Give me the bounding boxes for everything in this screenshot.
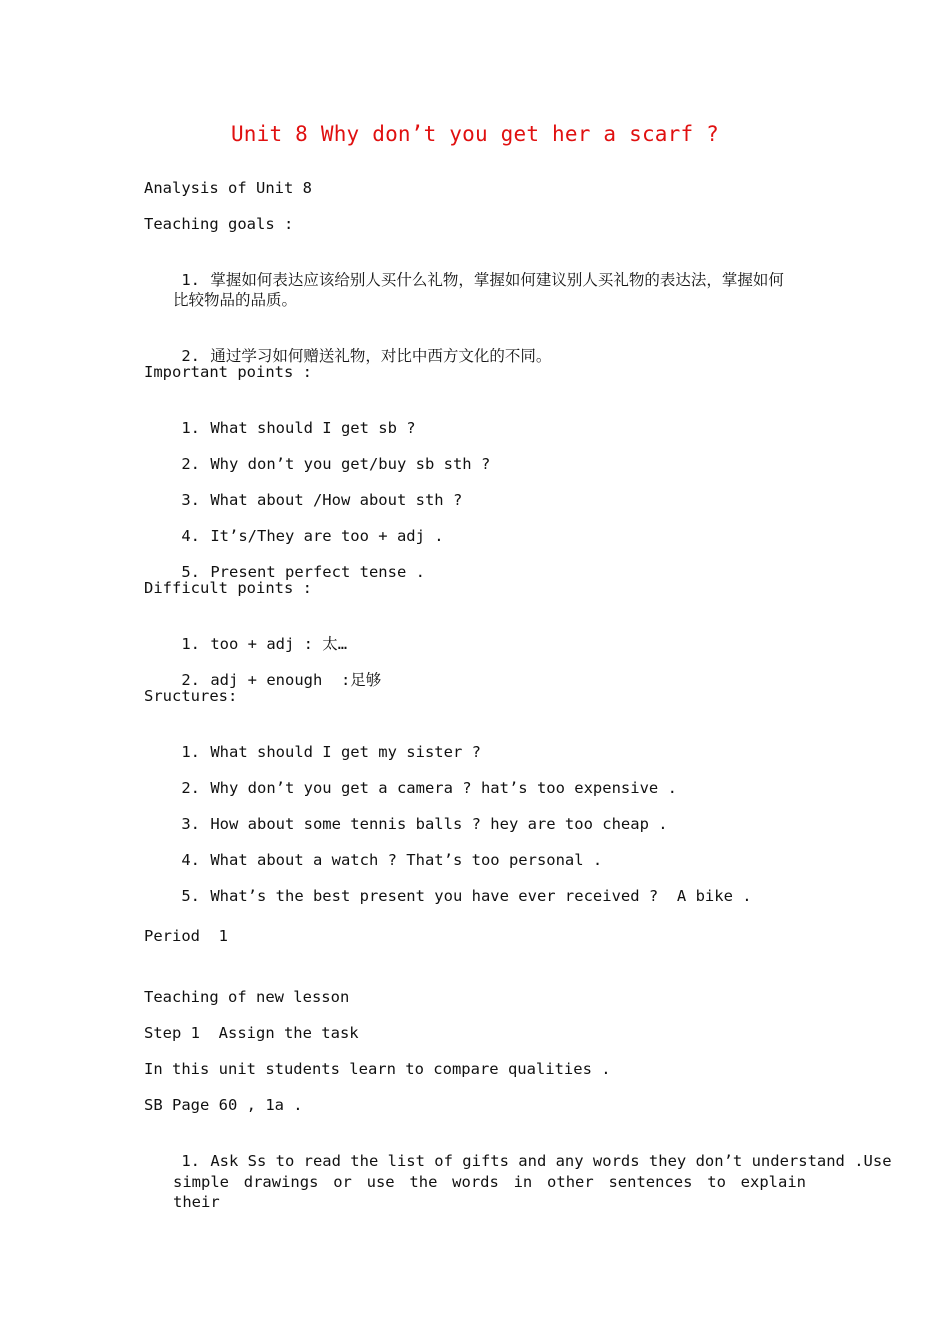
teaching-new-lesson-heading: Teaching of new lesson [144, 988, 350, 1006]
list-number: 1. [181, 743, 200, 761]
list-text: It’s/They are too + adj . [210, 527, 444, 545]
list-text: How about some tennis balls ? hey are too cheap . [210, 815, 668, 833]
list-text: Present perfect tense . [210, 563, 425, 581]
analysis-heading: Analysis of Unit 8 [144, 179, 312, 197]
intro-text: In this unit students learn to compare qualities . [144, 1060, 611, 1078]
list-number: 1. [181, 271, 200, 289]
list-number: 3. [181, 815, 200, 833]
list-text: What should I get my sister ? [210, 743, 481, 761]
step-heading: Step 1 Assign the task [144, 1024, 359, 1042]
list-number: 1. [181, 419, 200, 437]
sb-page-reference: SB Page 60 , 1a . [144, 1096, 303, 1114]
list-text: Why don’t you get/buy sb sth ? [210, 455, 491, 473]
list-text: 通过学习如何赠送礼物，对比中西方文化的不同。 [210, 347, 552, 365]
list-text: Why don’t you get a camera ? hat’s too expensive . [210, 779, 677, 797]
list-text: too + adj : 太… [210, 635, 348, 653]
list-number: 1. [181, 1152, 200, 1170]
document-title: Unit 8 Why don’t you get her a scarf ? [230, 122, 720, 146]
list-text: 掌握如何表达应该给别人买什么礼物，掌握如何建议别人买礼物的表达法，掌握如何 [210, 271, 784, 289]
list-text: What should I get sb ? [210, 419, 416, 437]
period-heading: Period 1 [144, 927, 228, 945]
list-text-continuation: simple drawings or use the words in other sentences to explain their [173, 1173, 806, 1211]
list-text: What about /How about sth ? [210, 491, 463, 509]
list-text: Ask Ss to read the list of gifts and any words they don’t understand .Use [210, 1152, 892, 1170]
list-number: 2. [181, 671, 200, 689]
list-number: 4. [181, 527, 200, 545]
list-number: 4. [181, 851, 200, 869]
list-text: What about a watch ? That’s too personal . [210, 851, 603, 869]
list-number: 5. [181, 887, 200, 905]
list-text: adj + enough :足够 [210, 671, 382, 689]
list-number: 3. [181, 491, 200, 509]
list-number: 2. [181, 455, 200, 473]
list-number: 1. [181, 635, 200, 653]
teaching-goals-heading: Teaching goals : [144, 215, 294, 233]
important-points-heading: Important points : [144, 363, 312, 381]
list-number: 2. [181, 779, 200, 797]
list-number: 2. [181, 347, 200, 365]
list-number: 5. [181, 563, 200, 581]
list-text: What’s the best present you have ever received ? A bike . [210, 887, 752, 905]
difficult-points-heading: Difficult points : [144, 579, 312, 597]
list-item [144, 866, 752, 926]
list-text-continuation: 比较物品的品质。 [173, 291, 298, 309]
structures-heading: Sructures: [144, 687, 238, 705]
